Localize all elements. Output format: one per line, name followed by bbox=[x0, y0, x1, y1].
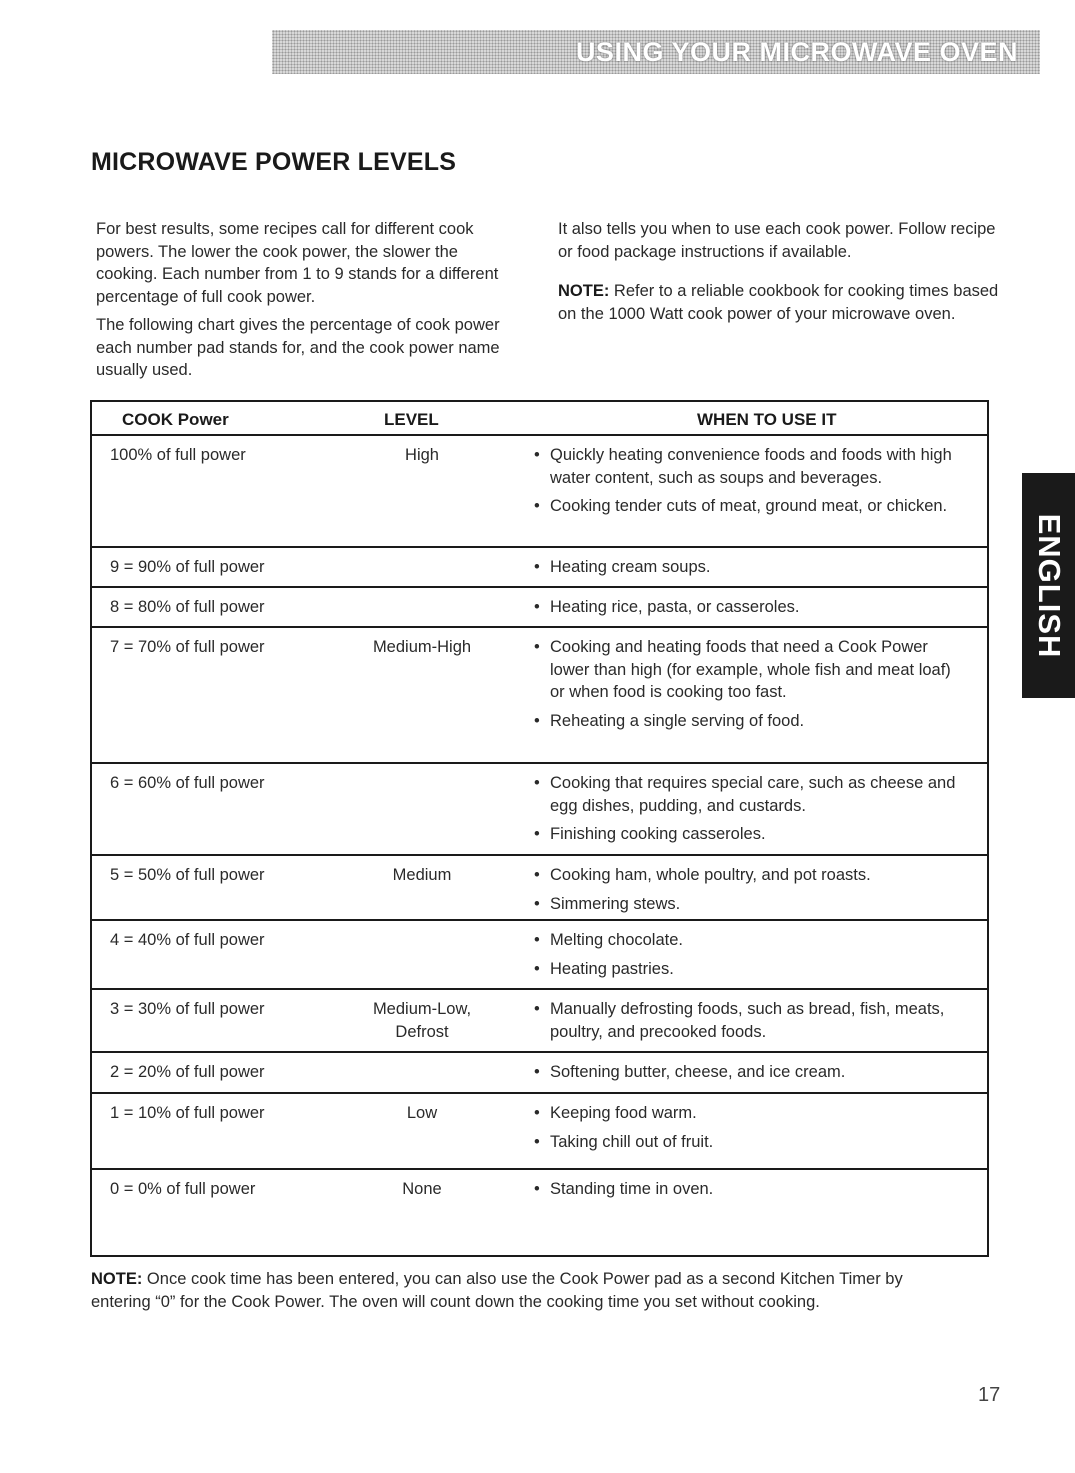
use-bullet-item: • Cooking and heating foods that need a Cook Power lower than high (for example, whole fish and meat loaf) or when food is cooking too fast. bbox=[528, 636, 967, 704]
cook-power-cell: 3 = 30% of full power bbox=[110, 1000, 265, 1018]
cook-power-cell: 1 = 10% of full power bbox=[110, 1104, 265, 1122]
when-to-use-cell bbox=[528, 1178, 967, 1207]
column-header-level: LEVEL bbox=[384, 410, 439, 429]
table-row bbox=[92, 1094, 987, 1170]
level-cell: Medium-High bbox=[372, 638, 472, 656]
intro-paragraph: It also tells you when to use each cook power. Follow recipe or food package instructions if available. bbox=[558, 220, 996, 261]
level-cell: Low bbox=[406, 1104, 438, 1122]
table-row bbox=[92, 856, 987, 921]
page-number: 17 bbox=[978, 1384, 1001, 1406]
footer-note bbox=[91, 1268, 921, 1313]
when-to-use-cell bbox=[528, 864, 967, 921]
cook-power-cell: 8 = 80% of full power bbox=[110, 598, 265, 616]
table-row bbox=[92, 1170, 987, 1255]
when-to-use-cell bbox=[528, 444, 967, 524]
column-header-cook-power: COOK Power bbox=[122, 410, 229, 429]
table-row bbox=[92, 628, 987, 764]
use-bullet-item: • Cooking ham, whole poultry, and pot roasts. bbox=[528, 864, 967, 887]
level-cell: High bbox=[405, 446, 439, 464]
use-bullet-item: • Keeping food warm. bbox=[528, 1102, 967, 1125]
table-row bbox=[92, 1053, 987, 1094]
cook-power-cell: 100% of full power bbox=[110, 446, 246, 464]
cook-power-cell: 5 = 50% of full power bbox=[110, 866, 265, 884]
use-bullet-item: • Manually defrosting foods, such as bread, fish, meats, poultry, and precooked foods. bbox=[528, 998, 967, 1043]
when-to-use-cell bbox=[528, 636, 967, 738]
intro-note bbox=[558, 280, 1008, 325]
intro-left-column bbox=[96, 218, 516, 388]
use-bullet-item: • Softening butter, cheese, and ice cream. bbox=[528, 1061, 967, 1084]
section-header-banner bbox=[272, 30, 1040, 74]
use-bullet-item: • Heating rice, pasta, or casseroles. bbox=[528, 596, 967, 619]
note-label: NOTE: bbox=[558, 282, 610, 300]
when-to-use-cell bbox=[528, 1102, 967, 1159]
use-bullet-item: • Taking chill out of fruit. bbox=[528, 1131, 967, 1154]
page-title: MICROWAVE POWER LEVELS bbox=[91, 148, 457, 176]
intro-right-column bbox=[558, 218, 1008, 325]
power-levels-table bbox=[90, 400, 989, 1257]
level-cell: None bbox=[402, 1180, 442, 1198]
cook-power-cell: 7 = 70% of full power bbox=[110, 638, 265, 656]
column-header-when-to-use: WHEN TO USE IT bbox=[697, 410, 837, 429]
table-header-row bbox=[92, 402, 987, 436]
level-cell: Medium-Low, Defrost bbox=[372, 1000, 472, 1041]
language-tab-label: ENGLISH bbox=[1031, 513, 1067, 658]
use-bullet-item: • Reheating a single serving of food. bbox=[528, 710, 967, 733]
when-to-use-cell bbox=[528, 998, 967, 1049]
use-bullet-item: • Quickly heating convenience foods and foods with high water content, such as soups and beverages. bbox=[528, 444, 967, 489]
use-bullet-item: • Simmering stews. bbox=[528, 893, 967, 916]
cook-power-cell: 9 = 90% of full power bbox=[110, 558, 265, 576]
intro-paragraph: For best results, some recipes call for different cook powers. The lower the cook power, the slower the cooking. Each number from 1 to 9 stands for a different percentage of full cook power. bbox=[96, 220, 499, 306]
section-header-title: USING YOUR MICROWAVE OVEN bbox=[575, 37, 1018, 67]
when-to-use-cell bbox=[528, 596, 967, 625]
cook-power-cell: 4 = 40% of full power bbox=[110, 931, 265, 949]
when-to-use-cell bbox=[528, 929, 967, 986]
cook-power-cell: 0 = 0% of full power bbox=[110, 1180, 256, 1198]
footer-note-text: Once cook time has been entered, you can also use the Cook Power pad as a second Kitchen Timer by entering “0” for the Cook Power. The oven will count down the cooking time you set without cooking. bbox=[91, 1270, 903, 1311]
table-row bbox=[92, 921, 987, 990]
note-text: Refer to a reliable cookbook for cooking times based on the 1000 Watt cook power of your microwave oven. bbox=[558, 282, 999, 323]
when-to-use-cell bbox=[528, 1061, 967, 1090]
when-to-use-cell bbox=[528, 556, 967, 585]
use-bullet-item: • Cooking that requires special care, such as cheese and egg dishes, pudding, and custards. bbox=[528, 772, 967, 817]
cook-power-cell: 2 = 20% of full power bbox=[110, 1063, 265, 1081]
use-bullet-item: • Finishing cooking casseroles. bbox=[528, 823, 967, 846]
use-bullet-item: • Melting chocolate. bbox=[528, 929, 967, 952]
table-row bbox=[92, 990, 987, 1053]
table-row bbox=[92, 548, 987, 588]
table-row bbox=[92, 764, 987, 856]
language-side-tab bbox=[1022, 473, 1075, 698]
use-bullet-item: • Heating pastries. bbox=[528, 958, 967, 981]
intro-paragraph: The following chart gives the percentage of cook power each number pad stands for, and the cook power name usually used. bbox=[96, 316, 500, 379]
table-row bbox=[92, 436, 987, 548]
when-to-use-cell bbox=[528, 772, 967, 852]
use-bullet-item: • Standing time in oven. bbox=[528, 1178, 967, 1201]
level-cell: Medium bbox=[392, 866, 452, 884]
footer-note-label: NOTE: bbox=[91, 1270, 143, 1288]
use-bullet-item: • Heating cream soups. bbox=[528, 556, 967, 579]
cook-power-cell: 6 = 60% of full power bbox=[110, 774, 265, 792]
table-row bbox=[92, 588, 987, 628]
use-bullet-item: • Cooking tender cuts of meat, ground meat, or chicken. bbox=[528, 495, 967, 518]
